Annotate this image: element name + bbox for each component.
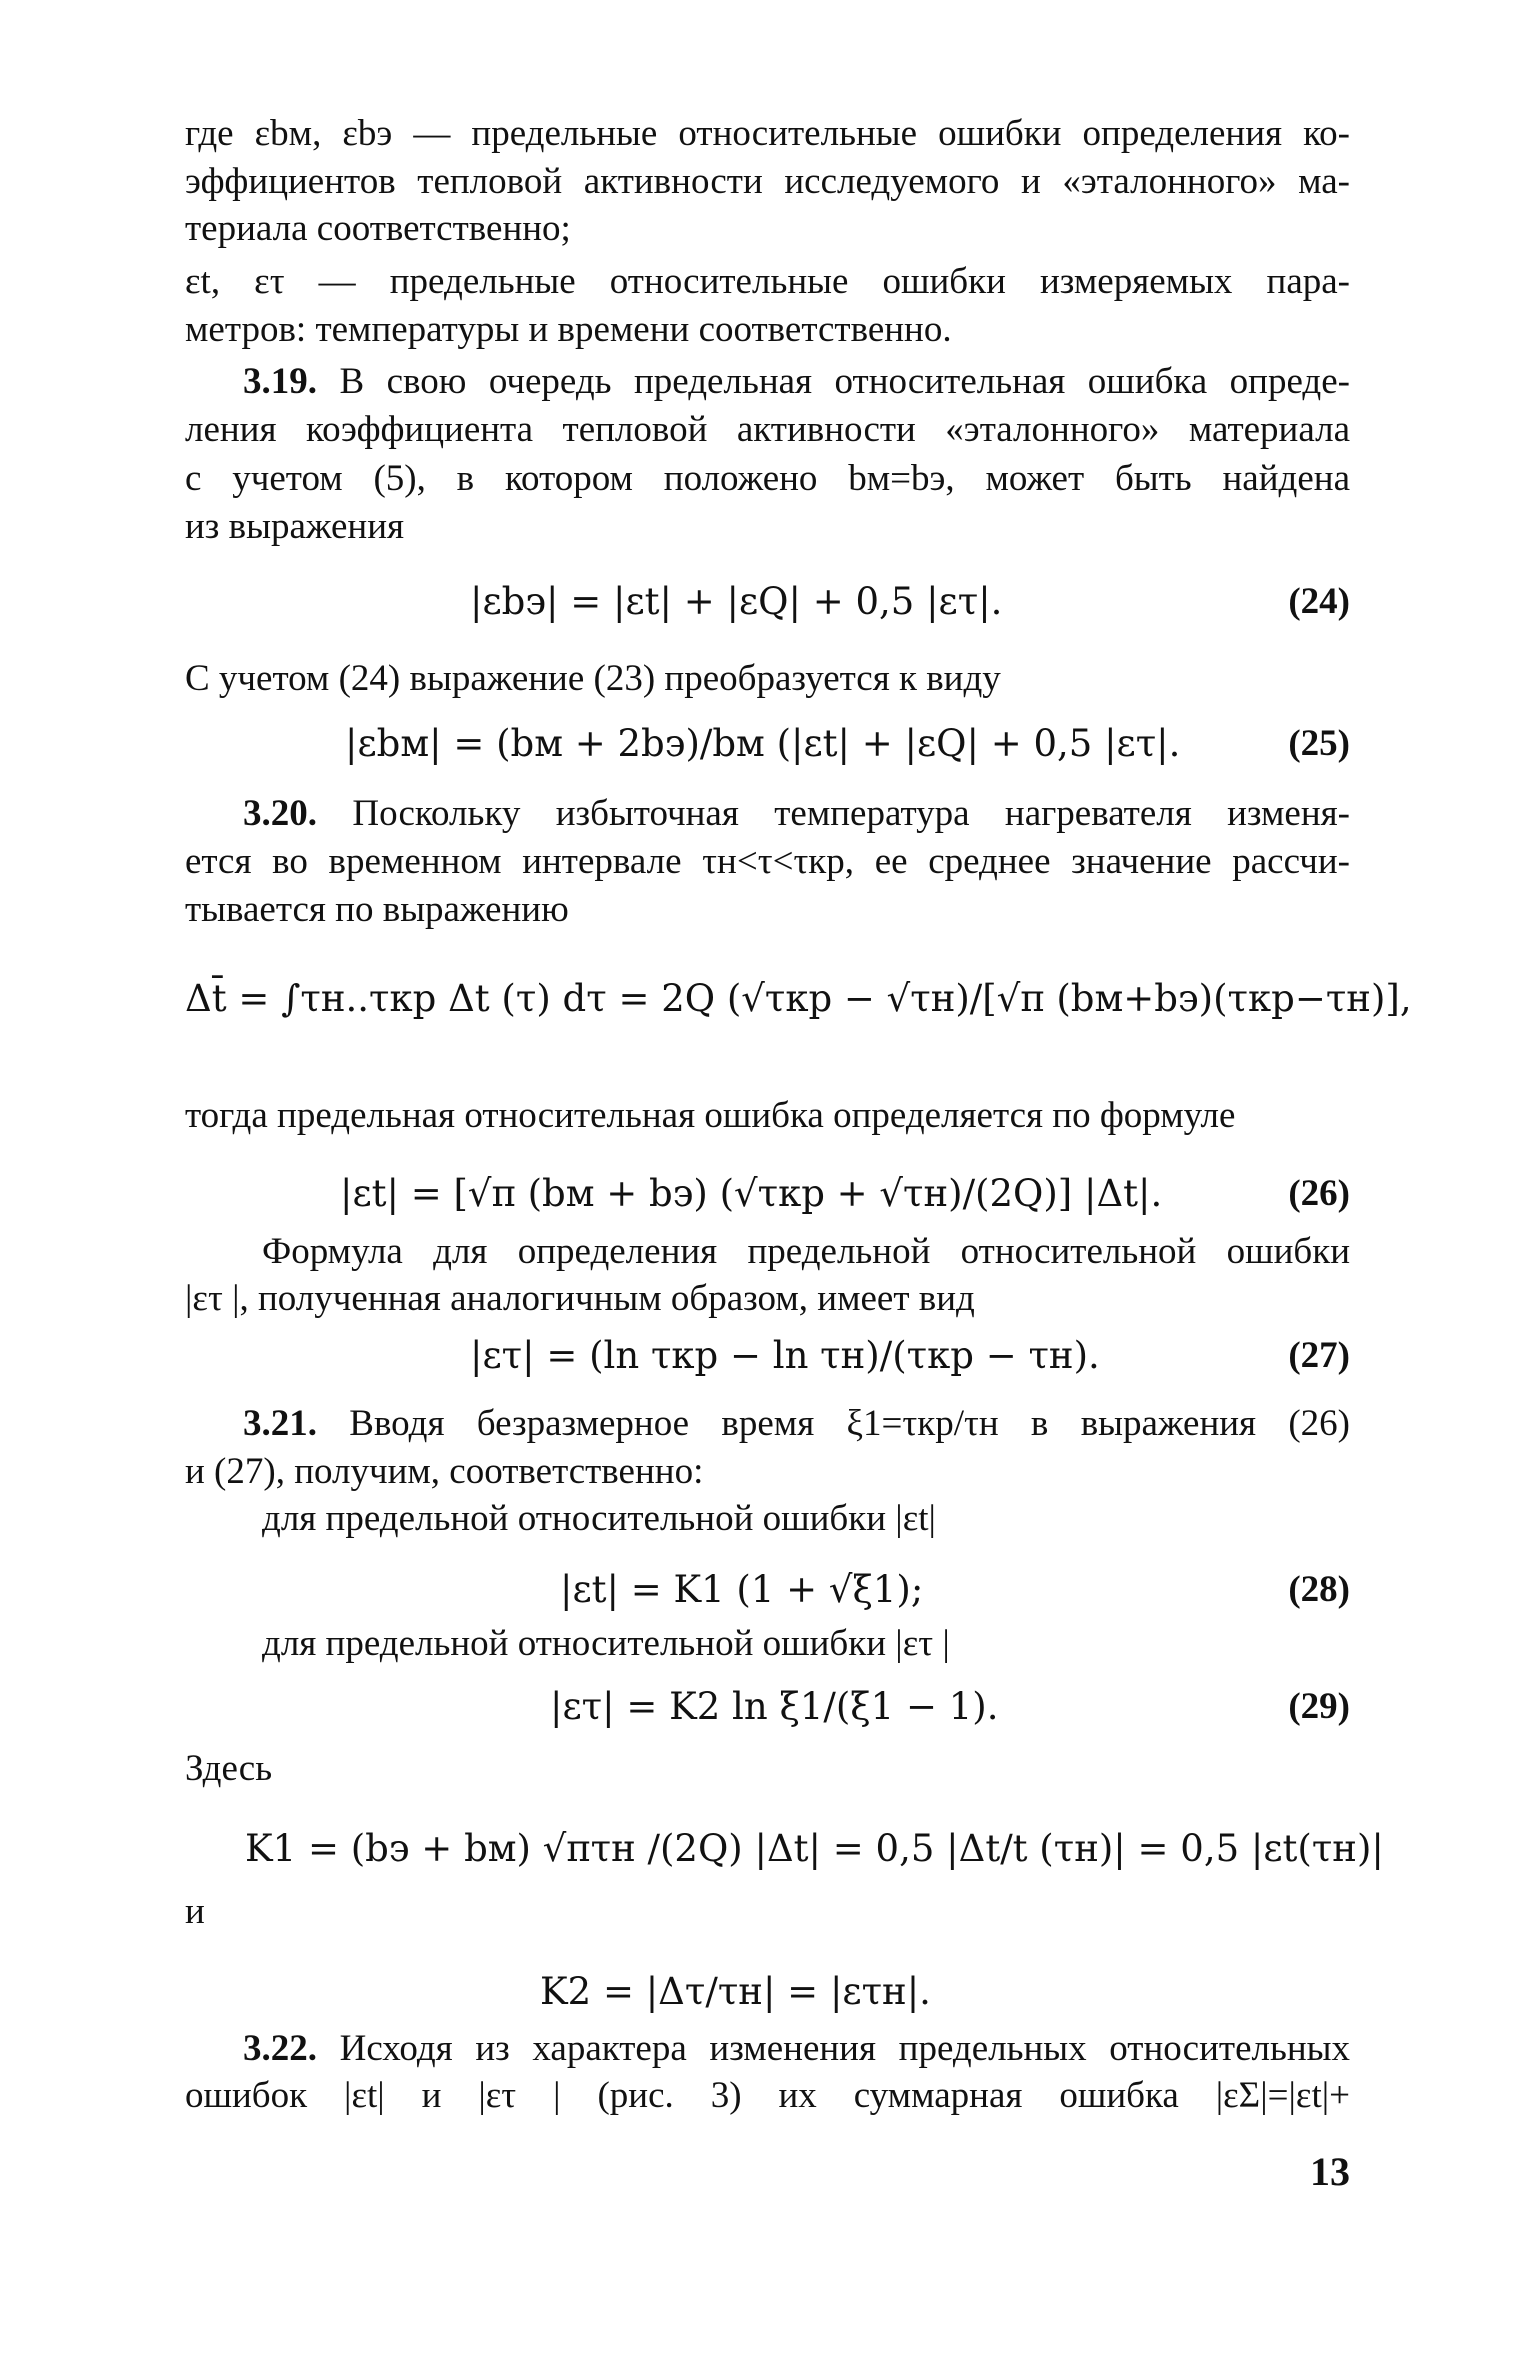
- equation-number-26: (26): [1288, 1173, 1350, 1214]
- text-line-2: эффициентов тепловой активности исследуемого и «эталонного» ма-: [185, 161, 1350, 202]
- text-line-4: εt, ετ — предельные относительные ошибки измеряемых пара-: [185, 261, 1350, 302]
- formula-28: |εt| = K1 (1 + √ξ1);: [560, 1568, 924, 1611]
- text-line-12: ется во временном интервале τн<τ<τкр, ее среднее значение рассчи-: [185, 841, 1350, 882]
- section-number: 3.19.: [243, 361, 317, 402]
- section-number: 3.21.: [243, 1403, 317, 1444]
- formula-24: |εbэ| = |εt| + |εQ| + 0,5 |ετ|.: [470, 580, 1003, 623]
- text-line-24: ошибок |εt| и |ετ | (рис. 3) их суммарная ошибка |εΣ|=|εt|+: [185, 2075, 1350, 2116]
- text-line-7: ления коэффициента тепловой активности «эталонного» материала: [185, 409, 1350, 450]
- equation-number-28: (28): [1288, 1569, 1350, 1610]
- formula-26: |εt| = [√π (bм + bэ) (√τкр + √τн)/(2Q)] |Δt|.: [340, 1172, 1163, 1215]
- page-number: 13: [1310, 2149, 1350, 2194]
- section-number: 3.20.: [243, 793, 317, 834]
- text-line-5: метров: температуры и времени соответственно.: [185, 309, 952, 350]
- formula-25: |εbм| = (bм + 2bэ)/bм (|εt| + |εQ| + 0,5 |ετ|.: [345, 722, 1181, 765]
- section-number: 3.22.: [243, 2028, 317, 2069]
- formula-k1: K1 = (bэ + bм) √πτн /(2Q) |Δt| = 0,5 |Δt/t (τн)| = 0,5 |εt(τн)|: [245, 1827, 1384, 1870]
- text-line-1: где εbм, εbэ — предельные относительные ошибки определения ко-: [185, 113, 1350, 154]
- section-3-19-start: 3.19. В свою очередь предельная относительная ошибка опреде-: [243, 361, 1350, 402]
- text-line-21: Здесь: [185, 1748, 273, 1789]
- text-line-10: С учетом (24) выражение (23) преобразуется к виду: [185, 658, 1001, 699]
- formula-average-temperature: Δt̄ = ∫τн..τкр Δt (τ) dτ = 2Q (√τкр − √τн)/[√π (bм+bэ)(τкр−τн)],: [185, 977, 1412, 1020]
- equation-number-24: (24): [1288, 581, 1350, 622]
- text-line-14: тогда предельная относительная ошибка определяется по формуле: [185, 1095, 1236, 1136]
- text-line-18: и (27), получим, соответственно:: [185, 1451, 704, 1492]
- text-line-16: |ετ |, полученная аналогичным образом, имеет вид: [185, 1278, 975, 1319]
- text-line-15: Формула для определения предельной относительной ошибки: [262, 1231, 1350, 1272]
- section-3-20-start: 3.20. Поскольку избыточная температура нагревателя изменя-: [243, 793, 1350, 834]
- text-line-9: из выражения: [185, 506, 405, 547]
- equation-number-25: (25): [1288, 723, 1350, 764]
- text-line-13: тывается по выражению: [185, 889, 569, 930]
- text-line-8: с учетом (5), в котором положено bм=bэ, может быть найдена: [185, 458, 1350, 499]
- text-line-19: для предельной относительной ошибки |εt|: [262, 1498, 936, 1539]
- text-line-20: для предельной относительной ошибки |ετ |: [262, 1623, 950, 1664]
- text-line-3: териала соответственно;: [185, 208, 571, 249]
- text-line-22: и: [185, 1891, 205, 1932]
- equation-number-27: (27): [1288, 1335, 1350, 1376]
- formula-27: |ετ| = (ln τкр − ln τн)/(τкр − τн).: [470, 1334, 1100, 1377]
- section-3-21-start: 3.21. Вводя безразмерное время ξ1=τкр/τн в выражения (26): [243, 1403, 1350, 1444]
- formula-k2: K2 = |Δτ/τн| = |ετн|.: [540, 1970, 931, 2013]
- formula-29: |ετ| = K2 ln ξ1/(ξ1 − 1).: [550, 1685, 999, 1728]
- equation-number-29: (29): [1288, 1686, 1350, 1727]
- section-3-22-start: 3.22. Исходя из характера изменения предельных относительных: [243, 2028, 1350, 2069]
